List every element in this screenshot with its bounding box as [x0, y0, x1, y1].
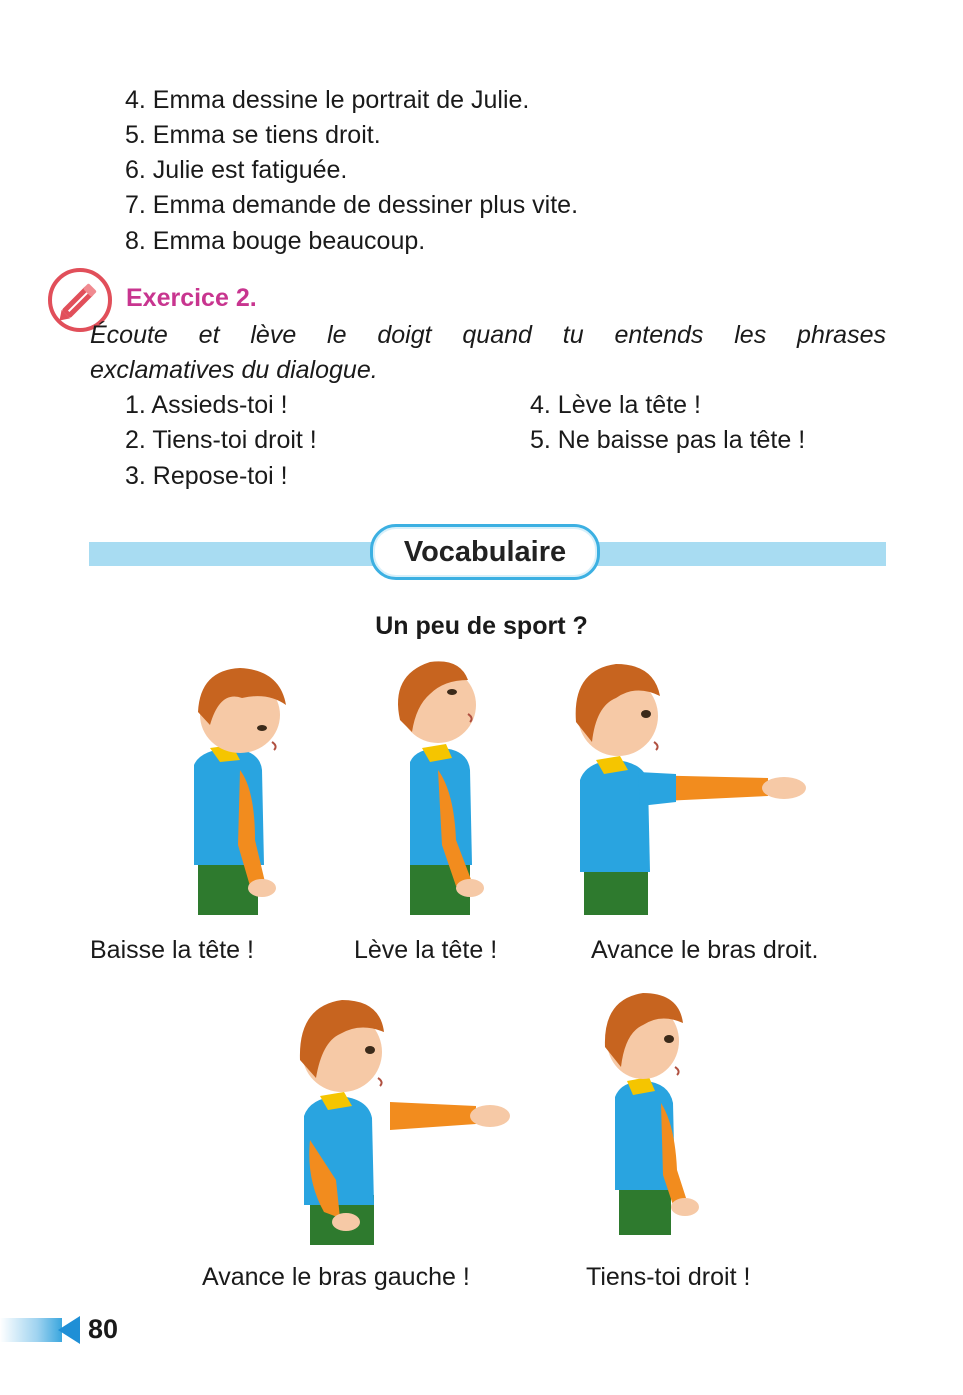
exercise-title: Exercice 2.: [126, 284, 257, 312]
list-item: 6. Julie est fatiguée.: [125, 156, 348, 184]
phrase-item: 5. Ne baisse pas la tête !: [530, 426, 806, 454]
caption-tiens-toi-droit: Tiens-toi droit !: [586, 1263, 751, 1291]
boy-left-arm-forward-illustration: [280, 990, 520, 1250]
caption-leve-la-tete: Lève la tête !: [354, 936, 498, 964]
phrase-item: 2. Tiens-toi droit !: [125, 426, 317, 454]
phrase-item: 4. Lève la tête !: [530, 391, 701, 419]
caption-avance-bras-gauche: Avance le bras gauche !: [202, 1263, 470, 1291]
caption-baisse-la-tete: Baisse la tête !: [90, 936, 254, 964]
boy-head-up-illustration: [360, 650, 510, 920]
list-item: 7. Emma demande de dessiner plus vite.: [125, 191, 579, 219]
list-item: 8. Emma bouge beaucoup.: [125, 227, 426, 255]
phrase-item: 1. Assieds-toi !: [125, 391, 288, 419]
boy-standing-straight-illustration: [585, 985, 715, 1250]
page-arrow-icon: [58, 1316, 80, 1344]
section-heading: Vocabulaire: [370, 524, 600, 580]
page-number: 80: [88, 1314, 119, 1344]
caption-avance-bras-droit: Avance le bras droit.: [591, 936, 819, 964]
section-subtitle: Un peu de sport ?: [375, 612, 588, 640]
exercise-instruction: Écoute et lève le doigt quand tu entends les phrases: [90, 321, 886, 349]
phrase-item: 3. Repose-toi !: [125, 462, 288, 490]
boy-head-down-illustration: [180, 650, 310, 920]
list-item: 5. Emma se tiens droit.: [125, 121, 381, 149]
boy-right-arm-forward-illustration: [550, 650, 820, 920]
list-item: 4. Emma dessine le portrait de Julie.: [125, 86, 530, 114]
page-number-bar: [0, 1318, 62, 1342]
exercise-instruction-cont: exclamatives du dialogue.: [90, 356, 378, 384]
